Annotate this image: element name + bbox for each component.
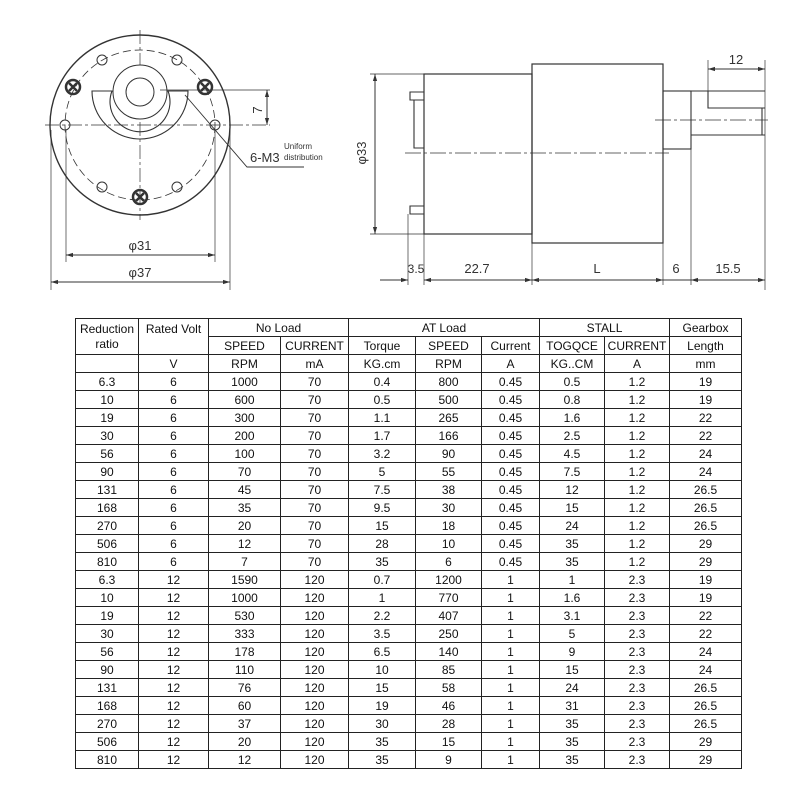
table-cell: 30 [76,427,139,445]
table-cell: 10 [76,589,139,607]
table-cell: 166 [416,427,482,445]
dim-shaft-flat: 12 [728,52,744,67]
table-cell: 0.45 [482,517,540,535]
front-view [45,30,323,290]
table-cell: 2.3 [605,679,670,697]
unit-cell: RPM [209,355,281,373]
spec-table [75,318,742,769]
header-at-load: AT Load [349,319,540,337]
table-cell: 70 [209,463,281,481]
table-cell: 600 [209,391,281,409]
table-cell: 9 [416,751,482,769]
subheader-cell: Length [670,337,742,355]
dim-diameter: φ33 [354,141,369,165]
table-cell: 19 [670,571,742,589]
table-cell: 2.3 [605,661,670,679]
table-cell: 1.2 [605,553,670,571]
table-cell: 29 [670,553,742,571]
table-cell: 6.3 [76,373,139,391]
table-cell: 1.2 [605,409,670,427]
subheader-cell: SPEED [416,337,482,355]
unit-cell: A [482,355,540,373]
table-cell: 131 [76,679,139,697]
hole-note-2: distribution [284,153,323,162]
hole-note-1: Uniform [284,142,313,151]
table-row [76,445,742,463]
table-cell: 0.7 [349,571,416,589]
table-cell: 1 [482,607,540,625]
table-cell: 1 [482,679,540,697]
table-cell: 810 [76,751,139,769]
table-row [76,517,742,535]
table-cell: 46 [416,697,482,715]
table-cell: 37 [209,715,281,733]
table-cell: 120 [281,679,349,697]
subheader-cell: SPEED [209,337,281,355]
table-row [76,373,742,391]
table-cell: 1 [482,697,540,715]
table-cell: 2.3 [605,625,670,643]
table-cell: 1.6 [540,409,605,427]
table-cell: 9.5 [349,499,416,517]
table-cell: 5 [349,463,416,481]
table-cell: 1000 [209,373,281,391]
table-cell: 12 [139,589,209,607]
table-cell: 12 [139,697,209,715]
table-cell: 0.5 [540,373,605,391]
table-cell: 19 [349,697,416,715]
table-cell: 200 [209,427,281,445]
table-cell: 2.3 [605,607,670,625]
table-cell: 3.2 [349,445,416,463]
table-cell: 6 [416,553,482,571]
units-row [76,355,742,373]
table-cell: 0.8 [540,391,605,409]
subheader-cell: TOGQCE [540,337,605,355]
table-cell: 56 [76,445,139,463]
table-cell: 26.5 [670,697,742,715]
table-row [76,715,742,733]
table-cell: 120 [281,607,349,625]
table-cell: 70 [281,517,349,535]
table-row [76,409,742,427]
table-cell: 6 [139,391,209,409]
table-cell: 1 [349,589,416,607]
table-cell: 3.5 [349,625,416,643]
table-row [76,553,742,571]
table-cell: 35 [540,553,605,571]
table-cell: 6 [139,373,209,391]
table-cell: 0.45 [482,499,540,517]
side-view [354,52,768,290]
table-cell: 140 [416,643,482,661]
table-cell: 120 [281,661,349,679]
table-cell: 70 [281,391,349,409]
table-cell: 1.2 [605,391,670,409]
table-cell: 2.3 [605,715,670,733]
table-cell: 12 [139,625,209,643]
table-row [76,643,742,661]
table-cell: 28 [416,715,482,733]
dim-collar: 6 [672,261,680,276]
table-cell: 29 [670,733,742,751]
table-cell: 70 [281,427,349,445]
subheader-cell: CURRENT [281,337,349,355]
table-cell: 26.5 [670,517,742,535]
table-row [76,661,742,679]
table-cell: 0.45 [482,391,540,409]
subheader-cell: CURRENT [605,337,670,355]
table-cell: 70 [281,481,349,499]
table-cell: 0.45 [482,373,540,391]
table-cell: 85 [416,661,482,679]
table-cell: 1.2 [605,481,670,499]
table-cell: 120 [281,751,349,769]
table-cell: 12 [540,481,605,499]
table-cell: 6 [139,499,209,517]
table-cell: 4.5 [540,445,605,463]
table-cell: 1.2 [605,445,670,463]
table-cell: 0.45 [482,535,540,553]
unit-cell: mm [670,355,742,373]
table-cell: 6 [139,517,209,535]
table-row [76,463,742,481]
table-cell: 6 [139,481,209,499]
table-row [76,697,742,715]
dim-terminal: 3.5 [407,262,425,276]
table-cell: 24 [670,643,742,661]
table-cell: 24 [670,463,742,481]
table-cell: 120 [281,589,349,607]
hole-label: 6-M3 [250,150,280,165]
table-cell: 19 [670,589,742,607]
header-gearbox: Gearbox [670,319,742,337]
table-cell: 70 [281,373,349,391]
table-cell: 9 [540,643,605,661]
table-cell: 270 [76,715,139,733]
table-cell: 70 [281,499,349,517]
header-rated-volt: Rated Volt [139,319,209,355]
table-cell: 31 [540,697,605,715]
table-cell: 38 [416,481,482,499]
table-cell: 24 [540,517,605,535]
table-cell: 15 [540,661,605,679]
table-row [76,751,742,769]
table-cell: 45 [209,481,281,499]
table-cell: 1 [482,751,540,769]
table-cell: 300 [209,409,281,427]
table-cell: 10 [76,391,139,409]
table-cell: 10 [416,535,482,553]
table-cell: 7.5 [540,463,605,481]
header-stall: STALL [540,319,670,337]
table-cell: 20 [209,733,281,751]
table-cell: 506 [76,733,139,751]
table-cell: 22 [670,607,742,625]
table-cell: 500 [416,391,482,409]
table-cell: 800 [416,373,482,391]
table-row [76,679,742,697]
table-cell: 2.3 [605,751,670,769]
table-cell: 2.3 [605,697,670,715]
table-cell: 15 [540,499,605,517]
table-row [76,391,742,409]
table-cell: 1.2 [605,535,670,553]
table-cell: 12 [139,751,209,769]
table-cell: 35 [209,499,281,517]
table-cell: 100 [209,445,281,463]
table-cell: 1.2 [605,517,670,535]
table-cell: 6.3 [76,571,139,589]
table-cell: 1 [482,715,540,733]
table-cell: 26.5 [670,499,742,517]
table-cell: 19 [76,409,139,427]
table-cell: 1.2 [605,373,670,391]
table-cell: 120 [281,733,349,751]
table-cell: 1.2 [605,499,670,517]
table-cell: 1 [482,733,540,751]
table-cell: 120 [281,625,349,643]
table-cell: 26.5 [670,481,742,499]
table-row [76,733,742,751]
table-cell: 506 [76,535,139,553]
table-cell: 0.4 [349,373,416,391]
table-cell: 76 [209,679,281,697]
table-cell: 10 [349,661,416,679]
table-cell: 1 [482,643,540,661]
table-cell: 26.5 [670,679,742,697]
table-cell: 35 [349,733,416,751]
table-cell: 131 [76,481,139,499]
motor-technical-drawing [0,0,800,300]
table-cell: 12 [209,751,281,769]
table-row [76,535,742,553]
table-cell: 70 [281,535,349,553]
table-cell: 1590 [209,571,281,589]
table-cell: 56 [76,643,139,661]
table-cell: 178 [209,643,281,661]
unit-cell: KG.cm [349,355,416,373]
table-row [76,589,742,607]
dim-gearbox: L [593,261,601,276]
table-cell: 20 [209,517,281,535]
table-cell: 770 [416,589,482,607]
table-cell: 168 [76,499,139,517]
dim-offset: 7 [250,106,265,114]
table-cell: 120 [281,715,349,733]
table-row [76,427,742,445]
table-cell: 120 [281,643,349,661]
table-cell: 6 [139,535,209,553]
table-cell: 22 [670,427,742,445]
table-cell: 12 [139,715,209,733]
table-cell: 35 [349,553,416,571]
table-cell: 2.5 [540,427,605,445]
table-cell: 19 [76,607,139,625]
table-cell: 0.45 [482,463,540,481]
table-cell: 24 [670,445,742,463]
table-cell: 18 [416,517,482,535]
table-cell: 333 [209,625,281,643]
table-cell: 810 [76,553,139,571]
table-cell: 24 [670,661,742,679]
table-cell: 12 [139,733,209,751]
table-cell: 55 [416,463,482,481]
table-cell: 0.45 [482,409,540,427]
table-cell: 6.5 [349,643,416,661]
table-cell: 90 [76,463,139,481]
table-cell: 12 [139,679,209,697]
table-cell: 120 [281,571,349,589]
table-cell: 19 [670,391,742,409]
table-cell: 6 [139,463,209,481]
table-cell: 3.1 [540,607,605,625]
table-cell: 0.45 [482,553,540,571]
table-cell: 1 [482,625,540,643]
dim-shaft: 15.5 [715,261,741,276]
table-cell: 35 [540,751,605,769]
table-cell: 12 [209,535,281,553]
table-cell: 12 [139,571,209,589]
unit-cell: V [139,355,209,373]
table-cell: 530 [209,607,281,625]
table-cell: 2.2 [349,607,416,625]
table-cell: 12 [139,607,209,625]
unit-cell: mA [281,355,349,373]
table-cell: 6 [139,427,209,445]
table-cell: 2.3 [605,733,670,751]
table-cell: 2.3 [605,589,670,607]
table-cell: 1 [540,571,605,589]
table-cell: 15 [349,517,416,535]
table-cell: 35 [540,733,605,751]
table-cell: 26.5 [670,715,742,733]
table-cell: 6 [139,445,209,463]
table-cell: 35 [349,751,416,769]
unit-cell: A [605,355,670,373]
table-cell: 0.45 [482,427,540,445]
table-cell: 28 [349,535,416,553]
table-cell: 29 [670,535,742,553]
table-cell: 110 [209,661,281,679]
table-row [76,499,742,517]
dim-outer: φ37 [128,265,152,280]
table-cell: 1 [482,571,540,589]
table-cell: 2.3 [605,643,670,661]
table-cell: 1.7 [349,427,416,445]
subheader-cell: Current [482,337,540,355]
table-cell: 30 [76,625,139,643]
table-cell: 1.2 [605,427,670,445]
table-cell: 265 [416,409,482,427]
unit-cell: KG..CM [540,355,605,373]
table-cell: 120 [281,697,349,715]
table-row [76,481,742,499]
header-reduction-ratio: Reduction ratio [76,319,139,355]
table-cell: 1 [482,661,540,679]
table-cell: 1200 [416,571,482,589]
table-cell: 29 [670,751,742,769]
table-cell: 19 [670,373,742,391]
table-cell: 35 [540,715,605,733]
table-cell: 0.45 [482,481,540,499]
table-cell: 1.1 [349,409,416,427]
dim-inner: φ31 [128,238,152,253]
header-no-load: No Load [209,319,349,337]
table-cell: 24 [540,679,605,697]
table-cell: 407 [416,607,482,625]
subheader-cell: Torque [349,337,416,355]
table-row [76,607,742,625]
table-cell: 1.6 [540,589,605,607]
table-cell: 7 [209,553,281,571]
table-cell: 0.45 [482,445,540,463]
table-cell: 15 [349,679,416,697]
table-cell: 15 [416,733,482,751]
table-cell: 250 [416,625,482,643]
table-cell: 5 [540,625,605,643]
table-row [76,571,742,589]
table-cell: 12 [139,643,209,661]
table-cell: 1.2 [605,463,670,481]
table-cell: 60 [209,697,281,715]
table-row [76,625,742,643]
table-cell: 6 [139,553,209,571]
table-cell: 0.5 [349,391,416,409]
table-cell: 6 [139,409,209,427]
table-cell: 7.5 [349,481,416,499]
table-cell: 70 [281,463,349,481]
table-cell: 90 [76,661,139,679]
dim-motor: 22.7 [464,261,490,276]
table-cell: 2.3 [605,571,670,589]
table-cell: 270 [76,517,139,535]
table-cell: 70 [281,409,349,427]
table-cell: 12 [139,661,209,679]
table-cell: 1000 [209,589,281,607]
table-cell: 70 [281,445,349,463]
table-cell: 30 [349,715,416,733]
table-cell: 22 [670,625,742,643]
table-cell: 70 [281,553,349,571]
table-cell: 58 [416,679,482,697]
table-cell: 35 [540,535,605,553]
table-cell: 168 [76,697,139,715]
unit-cell: RPM [416,355,482,373]
header-blank [76,355,139,373]
table-cell: 30 [416,499,482,517]
table-cell: 22 [670,409,742,427]
table-cell: 1 [482,589,540,607]
table-cell: 90 [416,445,482,463]
